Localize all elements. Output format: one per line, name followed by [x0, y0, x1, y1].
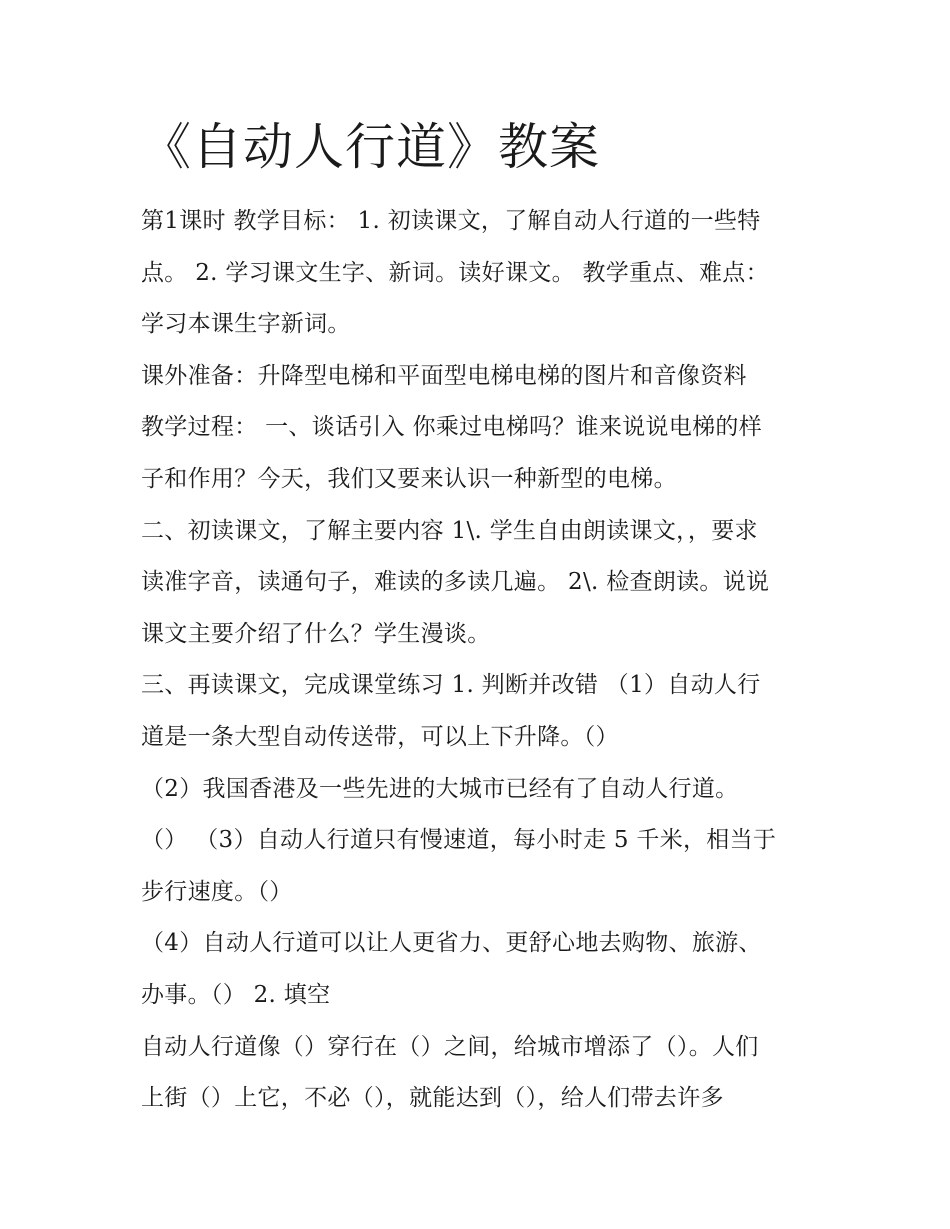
body-line: 道是一条大型自动传送带，可以上下升降。（） [141, 723, 619, 750]
body-line: 三、再读课文，完成课堂练习 1. 判断并改错 （1）自动人行 [141, 672, 761, 699]
body-line: 上街（）上它，不必（），就能达到（），给人们带去许多 [141, 1085, 724, 1112]
document-body [141, 196, 821, 1125]
body-line: 二、初读课文，了解主要内容 1\. 学生自由朗读课文，，要求 [141, 517, 758, 544]
body-line: 读准字音，读通句子，难读的多读几遍。 2\. 检查朗读。说说 [141, 569, 770, 596]
body-line: 学习本课生字新词。 [141, 311, 351, 338]
body-line: （4）自动人行道可以让人更省力、更舒心地去购物、旅游、 [141, 930, 762, 957]
document-title: 《自动人行道》教案 [141, 118, 600, 176]
body-line: 课外准备：升降型电梯和平面型电梯电梯的图片和音像资料 [141, 362, 747, 389]
body-line: 步行速度。（） [141, 878, 293, 905]
body-line: （2）我国香港及一些先进的大城市已经有了自动人行道。 [141, 775, 739, 802]
body-line: 点。 2. 学习课文生字、新词。读好课文。 教学重点、难点： [141, 259, 769, 286]
body-line: 子和作用？今天，我们又要来认识一种新型的电梯。 [141, 465, 677, 492]
body-line: 第1课时 教学目标： 1. 初读课文，了解自动人行道的一些特 [141, 208, 761, 234]
body-line: 课文主要介绍了什么？学生漫谈。 [141, 620, 491, 647]
body-line: （） （3）自动人行道只有慢速道，每小时走 5 千米，相当于 [141, 827, 777, 854]
body-line: 自动人行道像（）穿行在（）之间，给城市增添了（）。人们 [141, 1033, 759, 1060]
body-line: 教学过程： 一、谈话引入 你乘过电梯吗？谁来说说电梯的样 [141, 414, 763, 441]
body-line: 办事。（） 2. 填空 [141, 981, 331, 1008]
